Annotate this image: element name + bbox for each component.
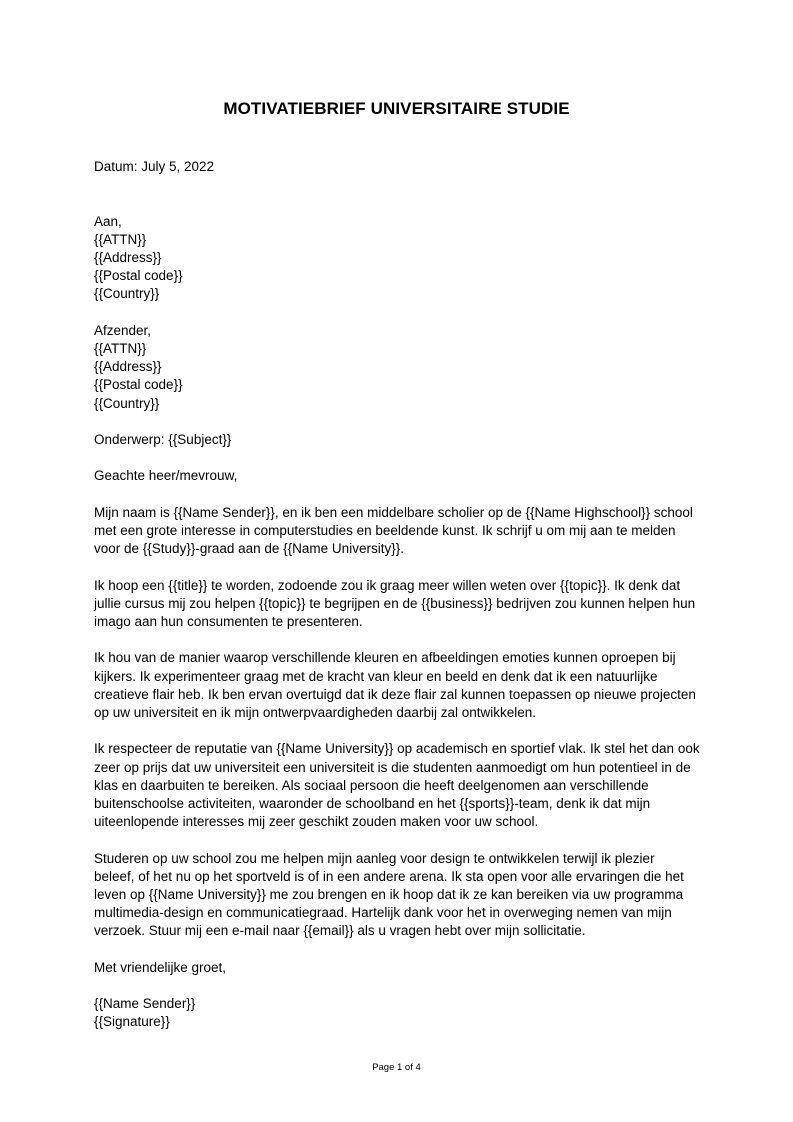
paragraph-line: Ik hoop een {{title}} te worden, zodoende zou ik graag meer willen weten over {{topic}}. Ik denk dat xyxy=(94,577,681,593)
subject-line: Onderwerp: {{Subject}} xyxy=(94,431,232,447)
recipient-block xyxy=(94,213,709,304)
paragraph-line: multimedia-design en communicatiegraad. Hartelijk dank voor het in overweging nemen van mijn xyxy=(94,905,672,921)
paragraph-line: Ik hou van de manier waarop verschillende kleuren en afbeeldingen emoties kunnen oproepen bij xyxy=(94,650,676,666)
paragraph-4 xyxy=(94,740,709,831)
paragraph-line: creatieve flair heb. Ik ben ervan overtuigd dat ik deze flair zal kunnen toepassen op nieuwe projecten xyxy=(94,686,696,702)
paragraph-line: beleef, of het nu op het sportveld is of in een andere arena. Ik sta open voor alle ervaringen die het xyxy=(94,868,684,884)
recipient-address: {{Address}} xyxy=(94,249,162,265)
closing: Met vriendelijke groet, xyxy=(94,959,227,975)
paragraph-line: op uw universiteit en ik mijn ontwerpvaardigheden daarbij zal ontwikkelen. xyxy=(94,704,536,720)
signature-placeholder: {{Signature}} xyxy=(94,1014,170,1030)
sender-attn: {{ATTN}} xyxy=(94,340,147,356)
paragraph-line: verzoek. Stuur mij een e-mail naar {{email}} als u vragen hebt over mijn sollicitatie. xyxy=(94,923,586,939)
paragraph-line: imago aan hun consumenten te presenteren. xyxy=(94,613,363,629)
paragraph-line: leven op {{Name University}} me zou brengen en ik hoop dat ik ze kan bereiken via uw programma xyxy=(94,886,684,902)
page-number: Page 1 of 4 xyxy=(372,1062,421,1073)
paragraph-line: buitenschoolse activiteiten, waaronder de schoolband en het {{sports}}-team, denk ik dat mijn xyxy=(94,795,651,811)
recipient-attn: {{ATTN}} xyxy=(94,231,147,247)
sender-salutation: Afzender, xyxy=(94,322,152,338)
paragraph-line: kijkers. Ik experimenteer graag met de kracht van kleur en beeld en denk dat ik een natuurlijke xyxy=(94,668,658,684)
greeting: Geachte heer/mevrouw, xyxy=(94,468,238,484)
paragraph-line: zeer op prijs dat uw universiteit een universiteit is die studenten aanmoedigt om hun potentieel in de xyxy=(94,759,691,775)
page-title: MOTIVATIEBRIEF UNIVERSITAIRE STUDIE xyxy=(223,99,570,118)
signature-name: {{Name Sender}} xyxy=(94,996,196,1012)
paragraph-3 xyxy=(94,649,709,722)
paragraph-2 xyxy=(94,577,709,632)
paragraph-line: klas en daarbuiten te bereiken. Als sociaal persoon die heeft deelgenomen aan verschillende xyxy=(94,777,649,793)
sender-country: {{Country}} xyxy=(94,395,160,411)
recipient-postal-code: {{Postal code}} xyxy=(94,268,183,284)
sender-block xyxy=(94,322,709,413)
paragraph-1 xyxy=(94,504,709,559)
letter-body xyxy=(94,158,709,1032)
paragraph-line: voor de {{Study}}-graad aan de {{Name University}}. xyxy=(94,541,404,557)
recipient-country: {{Country}} xyxy=(94,286,160,302)
date-line: Datum: July 5, 2022 xyxy=(94,159,215,174)
paragraph-line: Studeren op uw school zou me helpen mijn aanleg voor design te ontwikkelen terwijl ik plezier xyxy=(94,850,655,866)
sender-address: {{Address}} xyxy=(94,359,162,375)
paragraph-line: jullie cursus mij zou helpen {{topic}} te begrijpen en de {{business}} bedrijven zou kunnen helpen hun xyxy=(94,595,696,611)
signature-block xyxy=(94,995,709,1031)
paragraph-line: Mijn naam is {{Name Sender}}, en ik ben een middelbare scholier op de {{Name Highschool}} school xyxy=(94,504,693,520)
paragraph-line: uiteenlopende interesses mij zeer geschikt zouden maken voor uw school. xyxy=(94,814,539,830)
paragraph-line: Ik respecteer de reputatie van {{Name University}} op academisch en sportief vlak. Ik stel het dan ook xyxy=(94,741,700,757)
paragraph-5 xyxy=(94,850,709,941)
paragraph-line: met een grote interesse in computerstudies en beeldende kunst. Ik schrijf u om mij aan te melden xyxy=(94,522,676,538)
sender-postal-code: {{Postal code}} xyxy=(94,377,183,393)
recipient-salutation: Aan, xyxy=(94,213,122,229)
